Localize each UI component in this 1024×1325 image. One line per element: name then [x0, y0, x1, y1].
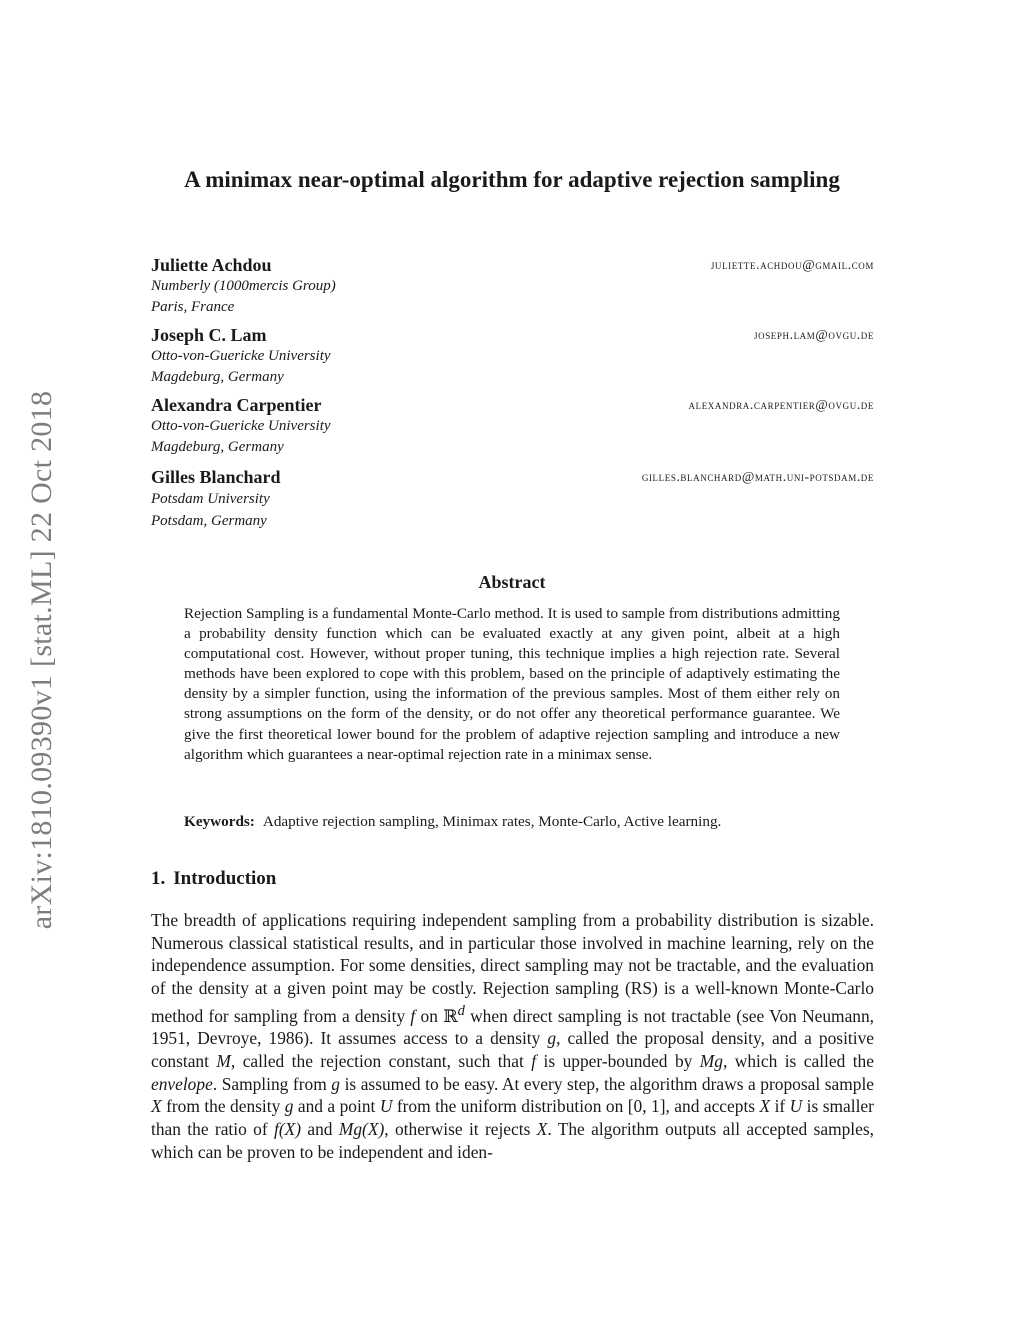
math-X: X: [151, 1096, 162, 1117]
text-run: , which is called the: [722, 1051, 874, 1072]
abstract-text: Rejection Sampling is a fundamental Monte-Carlo method. It is used to sample from distributions admitting a probability density function which can be evaluated exactly at any given point, albeit at a high computational cost. However, without proper tuning, this technique implies a high rejection rate. Several methods have been explored to cope with this problem, based on the principle of adaptively estimating the density by a simpler function, using the information of the previous samples. Most of them either rely on strong assumptions on the form of the density, or do not offer any theoretical performance guarantee. We give the first theoretical lower bound for the problem of adaptive rejection sampling and introduce a new algorithm which guarantees a near-optimal rejection rate in a minimax sense.: [184, 605, 840, 763]
arxiv-side-stamp: arXiv:1810.09390v1 [stat.ML] 22 Oct 2018: [25, 390, 58, 930]
text-run: is upper-bounded by: [543, 1051, 693, 1072]
math-g: g: [331, 1073, 340, 1094]
text-run: is assumed to be easy. At every step, the algorithm draws a proposal sample: [344, 1073, 874, 1094]
text-run: The breadth of applications requiring independent sampling from a probability distribution is sizable. Numerous classical statistical results, and in particular those involved in machine learning, rely on the independence assumption. For some densities, direct sampling may not be tractable, and the evaluation of the density at a given point may be costly. Rejection sampling (RS) is a well-known Monte-Carlo method for sampling from a density: [151, 910, 874, 1026]
author-location: Magdeburg, Germany: [151, 369, 284, 385]
author-location: Paris, France: [151, 299, 235, 315]
text-run: if: [774, 1096, 786, 1117]
math-g: g: [547, 1028, 557, 1049]
math-f: f: [531, 1051, 537, 1072]
author-name: Juliette Achdou: [151, 255, 272, 275]
text-run: , called the rejection constant, such that: [230, 1051, 524, 1072]
author-email: alexandra.carpentier@ovgu.de: [688, 397, 874, 412]
text-run: on: [420, 1005, 438, 1026]
math-U: U: [379, 1096, 393, 1117]
text-run: , otherwise it rejects: [384, 1119, 531, 1140]
author-email: gilles.blanchard@math.uni-potsdam.de: [641, 469, 874, 484]
abstract-heading: Abstract: [478, 572, 546, 592]
author-email: juliette.achdou@gmail.com: [710, 257, 874, 272]
author-name: Joseph C. Lam: [151, 325, 267, 345]
text-run: . Sampling from: [212, 1073, 327, 1094]
text-run: and a point: [297, 1096, 376, 1117]
text-run: and: [307, 1119, 333, 1140]
keywords-label: Keywords:: [184, 813, 255, 830]
section-title: Introduction: [173, 868, 277, 889]
author-block: [151, 394, 874, 458]
text-run: when direct sampling is not tractable (see Von Neumann, 1951, Devroye, 1986). It assumes access to a density: [151, 1005, 875, 1049]
author-block: [151, 324, 874, 388]
text-run: is smaller than the ratio of: [151, 1096, 874, 1140]
math-X: X: [536, 1119, 548, 1140]
text-run: . The algorithm outputs all accepted samples, which can be proven to be independent and iden-: [151, 1119, 874, 1162]
math-f: f: [410, 1005, 416, 1026]
author-affiliation: Numberly (1000mercis Group): [151, 278, 336, 294]
math-Mg: Mg: [699, 1051, 723, 1072]
math-d: d: [457, 1002, 465, 1019]
keywords-line: [184, 813, 840, 831]
math-reals: ℝ: [443, 1005, 458, 1026]
text-run: from the density: [166, 1096, 281, 1117]
intro-paragraph: [151, 909, 874, 1164]
text-run: from the uniform distribution on [0, 1], and accepts: [396, 1096, 756, 1117]
author-affiliation: Otto-von-Guericke University: [151, 348, 331, 364]
section-heading: [151, 868, 276, 890]
math-fX: f(X): [273, 1119, 302, 1140]
text-run: , called the proposal density, and a positive constant: [151, 1028, 874, 1072]
author-name: Alexandra Carpentier: [151, 395, 322, 415]
section-number: 1.: [151, 868, 166, 889]
author-affiliation: Otto-von-Guericke University: [151, 418, 331, 434]
math-g: g: [284, 1096, 294, 1117]
paper-title: A minimax near-optimal algorithm for adaptive rejection sampling: [184, 167, 840, 192]
math-MgX: Mg(X): [338, 1119, 385, 1140]
keywords-text: Adaptive rejection sampling, Minimax rates, Monte-Carlo, Active learning.: [262, 813, 722, 830]
author-affiliation: Potsdam University: [151, 491, 270, 507]
author-name: Gilles Blanchard: [151, 467, 281, 487]
math-M: M: [216, 1051, 231, 1072]
author-location: Magdeburg, Germany: [151, 439, 284, 455]
author-location: Potsdam, Germany: [151, 513, 267, 529]
author-block: [151, 254, 874, 318]
math-U: U: [789, 1096, 803, 1117]
math-X: X: [759, 1096, 771, 1117]
author-block: [151, 466, 874, 532]
emphasis-envelope: envelope: [151, 1073, 213, 1094]
author-email: joseph.lam@ovgu.de: [754, 327, 874, 342]
